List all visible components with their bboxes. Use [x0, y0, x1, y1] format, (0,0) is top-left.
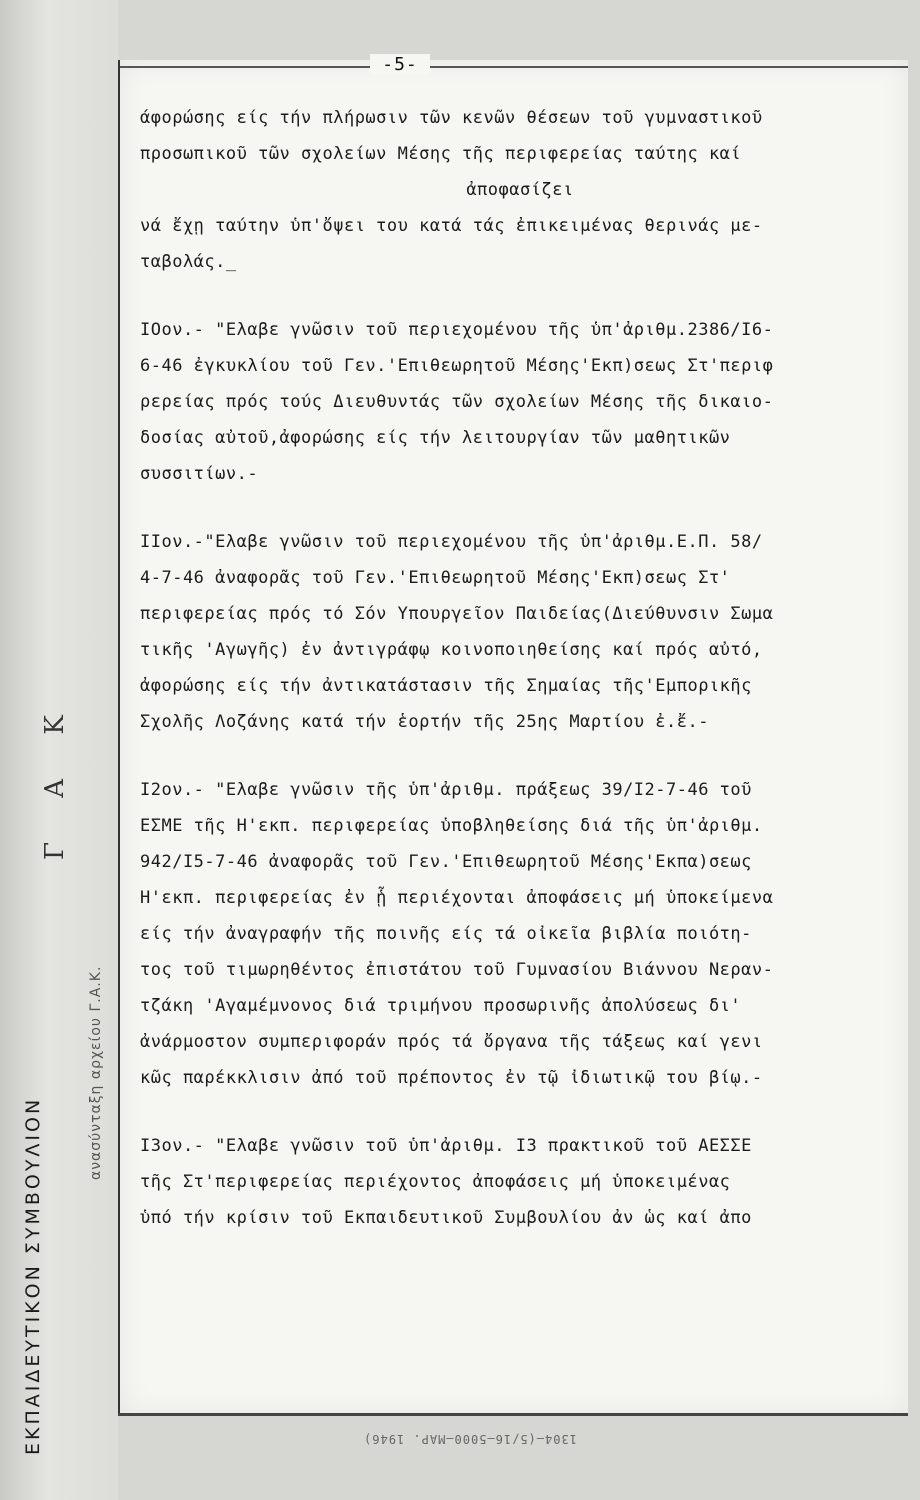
text-line: 4-7-46 ἀναφορᾶς τοῦ Γεν.'Επιθεωρητοῦ Μέσης'Εκπ)σεως Στ' [140, 568, 731, 588]
text-line: περιφερείας πρός τό Σόν Υπουργεῖον Παιδείας(Διεύθυνσιν Σωμα [140, 604, 774, 624]
paragraph-gap [140, 1096, 900, 1128]
text-line: 942/I5-7-46 ἀναφορᾶς τοῦ Γεν.'Επιθεωρητοῦ Μέσης'Εκπα)σεως [140, 852, 752, 872]
text-line: Σχολῆς Λοζάνης κατά τήν ἑορτήν τῆς 25ης Μαρτίου ἐ.ἔ.- [140, 712, 709, 732]
text-line: ἀνάρμοστον συμπεριφοράν πρός τά ὄργανα τῆς τάξεως καί γενι [140, 1032, 763, 1052]
text-line: IIον.-"Ελαβε γνῶσιν τοῦ περιεχομένου τῆς ὑπ'ἀριθμ.Ε.Π. 58/ [140, 532, 763, 552]
text-line: προσωπικοῦ τῶν σχολείων Μέσης τῆς περιφερείας ταύτης καί [140, 144, 742, 164]
text-line: ἀποφασίζει [466, 180, 574, 200]
text-line: κῶς παρέκκλισιν ἀπό τοῦ πρέποντος ἐν τῷ ἰδιωτικῷ του βίῳ.- [140, 1068, 763, 1088]
paragraph-gap [140, 740, 900, 772]
text-line: τῆς Στ'περιφερείας περιέχοντος ἀποφάσεις μή ὑποκειμένας [140, 1172, 731, 1192]
text-line: δοσίας αὐτοῦ,ἀφορώσης είς τήν λειτουργίαν τῶν μαθητικῶν [140, 428, 731, 448]
text-line: νά ἔχῃ ταύτην ὑπ'ὄψει του κατά τάς ἐπικειμένας θερινάς με- [140, 216, 763, 236]
paragraph-gap [140, 280, 900, 312]
text-line: είς τήν ἀναγραφήν τῆς ποινῆς είς τά οἰκεῖα βιβλία ποιότη- [140, 924, 752, 944]
side-annotation: ανασύνταξη αρχείου Γ.Α.Κ. [88, 965, 104, 1180]
text-line: ὑπό τήν κρίσιν τοῦ Εκπαιδευτικοῦ Συμβουλίου ἀν ὡς καί ἀπο [140, 1208, 752, 1228]
text-line: άφορώσης είς τήν πλήρωσιν τῶν κενῶν θέσεων τοῦ γυμναστικοῦ [140, 108, 763, 128]
paragraph-gap [140, 492, 900, 524]
footer-print-line: 1304—(5/16—5000—ΜΑΡ. 1946) [363, 1432, 577, 1446]
document-body [140, 100, 900, 1236]
text-line: ρερείας πρός τούς Διευθυντάς τῶν σχολείων Μέσης τῆς δικαιο- [140, 392, 774, 412]
text-line: τικῆς 'Αγωγῆς) ἐν ἀντιγράφῳ κοινοποιηθείσης καί πρός αὐτό, [140, 640, 763, 660]
text-line: τος τοῦ τιμωρηθέντος ἐπιστάτου τοῦ Γυμνασίου Βιάννου Νεραν- [140, 960, 774, 980]
text-line: τζάκη 'Αγαμέμνονος διά τριμήνου προσωρινῆς ἀπολύσεως δι' [140, 996, 742, 1016]
text-line: 6-46 ἐγκυκλίου τοῦ Γεν.'Επιθεωρητοῦ Μέσης'Εκπ)σεως Στ'περιφ [140, 356, 774, 376]
text-line: I2ον.- "Ελαβε γνῶσιν τῆς ὑπ'ἀριθμ. πράξεως 39/I2-7-46 τοῦ [140, 780, 752, 800]
document-page [118, 54, 908, 1415]
text-line: ἀφορώσης είς τήν ἀντικατάστασιν τῆς Σημαίας τῆς'Εμπορικῆς [140, 676, 752, 696]
text-line: ΕΣΜΕ τῆς Η'εκπ. περιφερείας ὑποβληθείσης διά τῆς ὑπ'ἀριθμ. [140, 816, 763, 836]
text-line: I3ον.- "Ελαβε γνῶσιν τοῦ ὑπ'ἀριθμ. I3 πρακτικοῦ τοῦ ΑΕΣΣΕ [140, 1136, 752, 1156]
text-line: IOον.- "Ελαβε γνῶσιν τοῦ περιεχομένου τῆς ὑπ'ἀριθμ.2386/I6- [140, 320, 774, 340]
page-number: -5- [370, 54, 430, 75]
side-mark: Γ Α Κ [40, 697, 70, 860]
text-line: ταβολάς._ [140, 252, 237, 272]
archive-side-stamp: ΕΚΠΑΙΔΕΥΤΙΚΟΝ ΣΥΜΒΟΥΛΙΟΝ [22, 1096, 44, 1455]
text-line: Η'εκπ. περιφερείας ἐν ᾗ περιέχονται ἀποφάσεις μή ὑποκείμενα [140, 888, 774, 908]
bottom-rule [118, 1413, 908, 1416]
top-rule [120, 66, 908, 68]
text-line: συσσιτίων.- [140, 464, 259, 484]
